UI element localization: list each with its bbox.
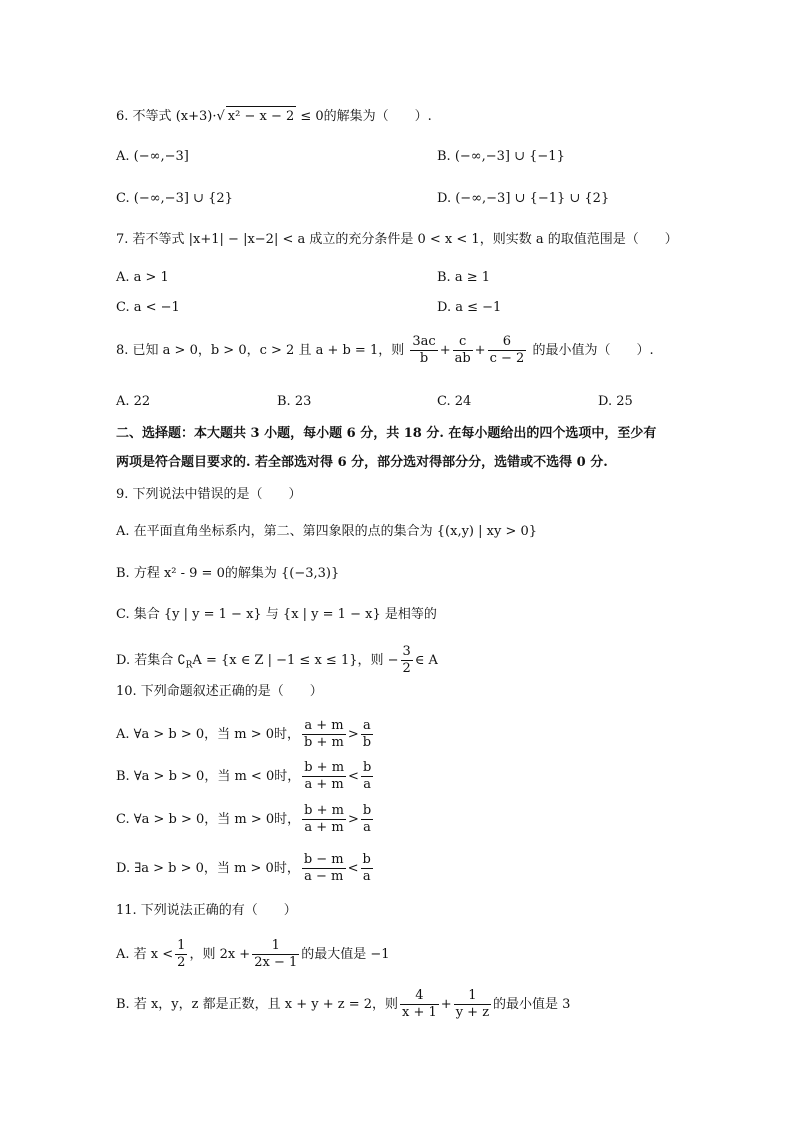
fraction-numerator: 1 bbox=[454, 988, 491, 1005]
option-text: A. ∀a > b > 0，当 m > 0时， bbox=[116, 727, 301, 742]
fraction-numerator: 3 bbox=[402, 644, 411, 659]
fraction-numerator: c bbox=[453, 334, 473, 351]
q9-stem: 9. 下列说法中错误的是（ ） bbox=[116, 487, 302, 502]
q8-post: 的最小值为（ ）. bbox=[532, 343, 654, 358]
option-text: B. ∀a > b > 0，当 m < 0时， bbox=[116, 769, 301, 784]
q8-option-d: D. 25 bbox=[598, 394, 633, 409]
fraction-numerator: b − m bbox=[303, 852, 344, 867]
q8-stem bbox=[116, 334, 654, 367]
q6-radicand: x² − x − 2 bbox=[226, 106, 296, 127]
q11-option-b bbox=[116, 988, 570, 1021]
option-fraction bbox=[361, 718, 373, 751]
q7-option-a: A. a > 1 bbox=[116, 270, 169, 285]
fraction-numerator: a + m bbox=[302, 718, 346, 735]
relation-sign: > bbox=[347, 812, 359, 827]
q8-fraction-3 bbox=[488, 334, 527, 367]
option-text: ，则 2x + bbox=[189, 947, 251, 962]
relation-sign: < bbox=[348, 769, 359, 784]
q7-option-c: C. a < −1 bbox=[116, 300, 180, 315]
fraction-denominator: a bbox=[363, 777, 371, 792]
q9-d-subscript: R bbox=[185, 660, 193, 671]
q10-option-c bbox=[116, 803, 375, 836]
q9-option-a: A. 在平面直角坐标系内，第二、第四象限的点的集合为 {(x,y) | xy > 0} bbox=[116, 524, 538, 539]
plus-sign: + bbox=[439, 343, 451, 358]
option-fraction bbox=[252, 938, 299, 971]
fraction-denominator: x + 1 bbox=[402, 1005, 437, 1020]
option-fraction bbox=[361, 803, 373, 836]
option-text: D. ∃a > b > 0，当 m > 0时， bbox=[116, 861, 300, 876]
q8-option-b: B. 23 bbox=[277, 394, 312, 409]
plus-sign: + bbox=[440, 997, 452, 1012]
fraction-denominator: a − m bbox=[304, 869, 344, 884]
q6-number: 6. bbox=[116, 109, 129, 124]
option-text: 的最小值是 3 bbox=[493, 997, 571, 1012]
fraction-numerator: b bbox=[362, 852, 371, 867]
q6-option-a: A. (−∞,−3] bbox=[116, 149, 189, 164]
q6-post: ≤ 0的解集为（ ）. bbox=[300, 109, 432, 124]
fraction-denominator: a + m bbox=[304, 777, 344, 792]
fraction-numerator: 6 bbox=[488, 334, 527, 351]
fraction-denominator: a bbox=[363, 820, 371, 835]
section-2-heading-line-2: 两项是符合题目要求的. 若全部选对得 6 分，部分选对得部分分，选错或不选得 0 分. bbox=[116, 455, 608, 470]
q6-option-c: C. (−∞,−3] ∪ {2} bbox=[116, 191, 233, 206]
q9-option-b: B. 方程 x² - 9 = 0的解集为 {(−3,3)} bbox=[116, 566, 340, 581]
q10-stem: 10. 下列命题叙述正确的是（ ） bbox=[116, 684, 323, 699]
q9-option-d bbox=[116, 644, 438, 677]
plus-sign: + bbox=[474, 343, 486, 358]
q6-stem bbox=[116, 106, 432, 127]
option-fraction bbox=[302, 852, 346, 885]
fraction-numerator: b + m bbox=[304, 803, 344, 818]
relation-sign: < bbox=[347, 861, 359, 876]
fraction-denominator: b + m bbox=[304, 735, 344, 750]
option-text: B. 若 x，y，z 都是正数，且 x + y + z = 2，则 bbox=[116, 997, 399, 1012]
fraction-denominator: b bbox=[362, 735, 372, 750]
option-text: 的最大值是 −1 bbox=[301, 947, 390, 962]
fraction-denominator: 2x − 1 bbox=[254, 955, 298, 970]
option-fraction bbox=[361, 852, 373, 885]
q10-option-d bbox=[116, 852, 375, 885]
q8-option-a: A. 22 bbox=[116, 394, 151, 409]
q9-d-pre: D. 若集合 ∁ bbox=[116, 653, 186, 668]
q8-fraction-1 bbox=[410, 334, 437, 367]
q8-pre: 8. 已知 a > 0，b > 0，c > 2 且 a + b = 1，则 bbox=[116, 343, 405, 358]
section-2-heading-line-1: 二、选择题：本大题共 3 小题，每小题 6 分，共 18 分. 在每小题给出的四个选项中，至少有 bbox=[116, 426, 657, 441]
option-fraction bbox=[302, 718, 346, 751]
q11-stem: 11. 下列说法正确的有（ ） bbox=[116, 903, 297, 918]
fraction-denominator: 2 bbox=[177, 955, 186, 970]
sqrt-symbol: √ bbox=[216, 109, 225, 124]
q8-fraction-2 bbox=[453, 334, 473, 367]
option-fraction bbox=[302, 760, 346, 793]
option-text: C. ∀a > b > 0，当 m > 0时， bbox=[116, 812, 301, 827]
fraction-numerator: 4 bbox=[400, 988, 439, 1005]
fraction-denominator: a bbox=[362, 869, 371, 884]
fraction-denominator: 2 bbox=[402, 661, 411, 676]
q9-d-mid: A = {x ∈ Z | −1 ≤ x ≤ 1}，则 − bbox=[192, 653, 399, 668]
fraction-numerator: b + m bbox=[304, 760, 345, 775]
q9-d-fraction bbox=[401, 644, 413, 677]
option-fraction bbox=[400, 988, 439, 1021]
fraction-denominator: y + z bbox=[455, 1005, 490, 1020]
q7-option-d: D. a ≤ −1 bbox=[437, 300, 502, 315]
option-text: A. 若 x < bbox=[116, 947, 174, 962]
q9-option-c: C. 集合 {y | y = 1 − x} 与 {x | y = 1 − x} 是相等的 bbox=[116, 607, 437, 622]
fraction-numerator: a bbox=[361, 718, 373, 735]
q6-pre: 不等式 bbox=[132, 109, 172, 124]
q9-d-post: ∈ A bbox=[414, 653, 438, 668]
q7-stem: 7. 若不等式 |x+1| − |x−2| < a 成立的充分条件是 0 < x < 1，则实数 a 的取值范围是（ ） bbox=[116, 232, 678, 247]
option-fraction bbox=[302, 803, 346, 836]
fraction-numerator: 1 bbox=[177, 938, 186, 953]
q10-option-b bbox=[116, 760, 375, 793]
fraction-numerator: b bbox=[362, 803, 372, 818]
fraction-denominator: b bbox=[419, 351, 429, 366]
option-fraction bbox=[454, 988, 491, 1021]
fraction-denominator: a + m bbox=[304, 820, 344, 835]
option-fraction bbox=[361, 760, 373, 793]
fraction-numerator: 3ac bbox=[412, 334, 436, 349]
q8-option-c: C. 24 bbox=[437, 394, 472, 409]
fraction-denominator: ab bbox=[454, 351, 471, 366]
relation-sign: > bbox=[347, 727, 359, 742]
q10-option-a bbox=[116, 718, 375, 751]
fraction-denominator: c − 2 bbox=[489, 351, 525, 366]
q7-option-b: B. a ≥ 1 bbox=[437, 270, 490, 285]
q6-option-b: B. (−∞,−3] ∪ {−1} bbox=[437, 149, 565, 164]
fraction-numerator: b bbox=[362, 760, 372, 775]
q11-option-a bbox=[116, 938, 390, 971]
q6-expr: (x+3)· bbox=[175, 109, 217, 124]
fraction-numerator: 1 bbox=[252, 938, 299, 955]
option-fraction bbox=[175, 938, 187, 971]
q6-option-d: D. (−∞,−3] ∪ {−1} ∪ {2} bbox=[437, 191, 610, 206]
